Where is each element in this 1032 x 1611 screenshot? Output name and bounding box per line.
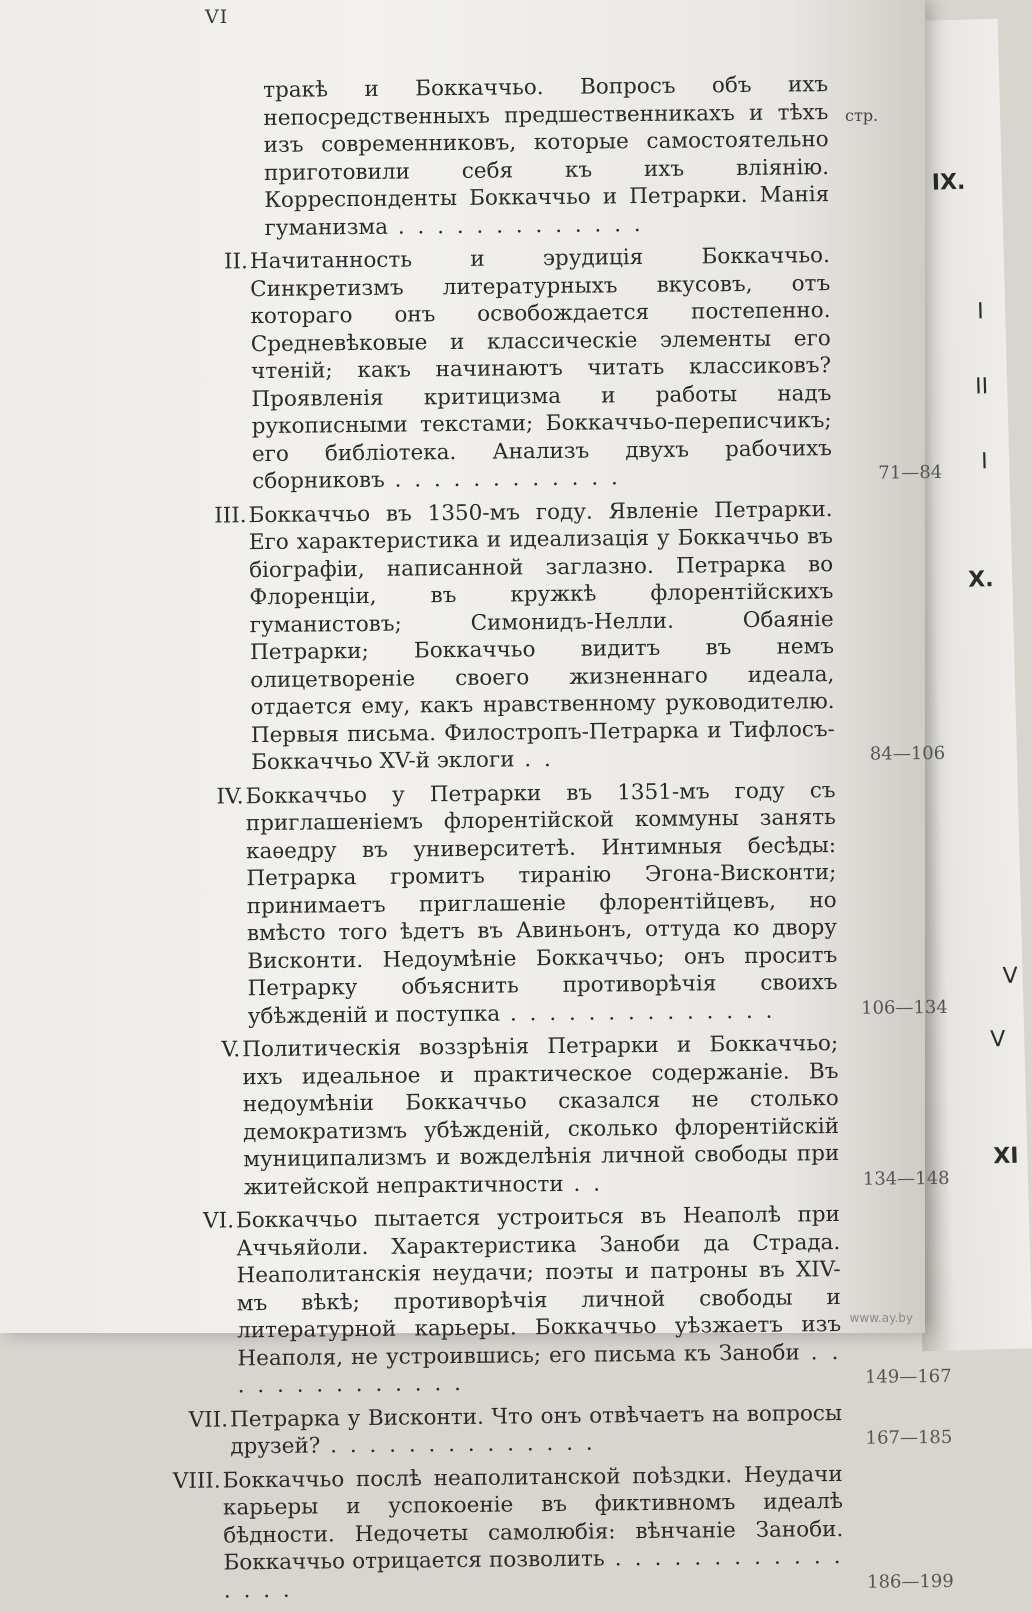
facing-page-numeral: V [989,1026,1006,1053]
toc-entry-numeral: V. [221,1037,241,1063]
toc-entry: II. 71—84 Начитанность и эрудицiя Боккаччьо. Синкретизмъ литературныхъ вкусовъ, отъ котораго онъ освобождается постепенно. Средневѣковые и классическiе элементы его чтенiй; какъ начинаютъ читать классиковъ? Проявленiя критицизма и работы надъ рукописными текстами; Боккаччьо-переписчикъ; его библiотека. Анализъ двухъ рабочихъ сборниковъ . . . . . . . . . . . . [250,242,833,496]
toc-entry: VIII. 186—199 Боккаччьо послѣ неаполитанской поѣздки. Неудачи карьеры и успокоенiе въ фиктивномъ идеалѣ бѣдности. Недочеты самолюбiя: вѣнчанiе Заноби. Боккаччьо отрицается позволить . . . . . . . . . . . . . . . . [223,1461,844,1605]
toc-entry: VI. 149—167 Боккаччьо пытается устроиться въ Неаполѣ при Аччьяйоли. Характеристика Заноби да Страда. Неаполитанскiя неудачи; поэты и патроны въ XIV-мъ вѣкѣ; противорѣчiя личной свободы и литературной карьеры. Боккаччьо уѣзжаетъ изъ Неаполя, не устроившись; его письма къ Заноби . . . . . . . . . . . . . . [236,1201,842,1400]
toc-entry: V. 134—148 Политическiя воззрѣнiя Петрарки и Боккаччьо; ихъ идеальное и практическое содержанiе. Въ недоумѣнiи Боккаччьо сказался не столько демократизмъ убѣжденiй, сколько флорентiйскiй муниципализмъ и вожделѣнiя личной свободы при житейской непрактичности . . [242,1030,840,1201]
toc-entry-text: Боккаччьо пытается устроиться въ Неаполѣ при Аччьяйоли. Характеристика Заноби да Страда. Неаполитанскiя неудачи; поэты и патроны въ XIV-мъ вѣкѣ; противорѣчiя личной свободы и литературной карьеры. Боккаччьо уѣзжаетъ изъ Неаполя, не устроившись; его письма къ Заноби [235,1202,842,1371]
toc-entry: III. 84—106 Боккаччьо въ 1350-мъ году. Явленiе Петрарки. Его характеристика и идеализацiя у Боккаччьо въ бiографiи, написанной заглазно. Петрарка во Флоренцiи, въ кружкѣ флорентiйскихъ гуманистовъ; Симонидъ-Нелли. Обаянiе Петрарки; Боккаччьо видитъ въ немъ олицетворенiе своего жизненнаго идеала, отдается ему, какъ нравственному руководителю. Первыя письма. Филостропъ-Петрарка и Тифлосъ-Боккаччьо XV-й эклоги . . [248,496,835,777]
toc-entry-pages: 84—106 [869,742,946,765]
toc-entry-pages: 186—199 [866,1570,954,1593]
watermark: www.ay.by [849,1311,913,1325]
toc-entry-pages: 106—134 [860,996,948,1019]
toc-entry: VII. 167—185 Петрарка у Висконти. Что онъ отвѣчаетъ на вопросы друзей? . . . . . . . . . . . . . . [230,1400,843,1461]
toc-entry-numeral: VII. [188,1406,229,1433]
toc-entry-text: Боккаччьо у Петрарки въ 1351-мъ году съ приглашенiемъ флорентiйской коммуны занять каѳедру въ университетѣ. Интимныя бесѣды: Петрарка громитъ тиранiю Эгона-Висконти; принимаетъ приглашенiе флорентiйцевъ, но вмѣсто того ѣдетъ въ Авиньонъ, оттуда ко двору Висконти. Недоумѣнiе Боккаччьо; онъ проситъ Петрарку объяснить противорѣчiя своихъ убѣжденiй и поступка [245,777,838,1029]
page-column-label: стр. [845,106,879,125]
toc-entry-text: тракѣ и Боккаччьо. Вопросъ объ ихъ непосредственныхъ предшественникахъ и тѣхъ изъ современниковъ, которые самостоятельно приготовили себя къ ихъ влiянiю. Корреспонденты Боккаччьо и Петрарки. Манiя гуманизма [263,72,830,241]
toc-entry-numeral: III. [214,502,247,529]
facing-page-numeral: XI [993,1143,1019,1170]
toc-entry: IV. 106—134 Боккаччьо у Петрарки въ 1351-мъ году съ приглашенiемъ флорентiйской коммуны занять каѳедру въ университетѣ. Интимныя бесѣды: Петрарка громитъ тиранiю Эгона-Висконти; принимаетъ приглашенiе флорентiйцевъ, но вмѣсто того ѣдетъ въ Авиньонъ, оттуда ко двору Висконти. Недоумѣнiе Боккаччьо; онъ проситъ Петрарку объяснить противорѣчiя своихъ убѣжденiй и поступка . . . . . . . . . . . . . . [245,777,838,1031]
facing-page-numeral: II [974,374,989,400]
facing-page-numeral: X. [967,567,994,593]
facing-page-numeral: I [976,299,985,325]
toc-entry-pages: 167—185 [865,1426,953,1449]
toc-entry-numeral: VIII. [172,1468,221,1494]
facing-page-numeral: I [980,449,988,475]
running-head: VI [205,6,229,28]
toc-entry-text: Боккаччьо въ 1350-мъ году. Явленiе Петрарки. Его характеристика и идеализацiя у Боккаччьо въ бiографiи, написанной заглазно. Петрарка во Флоренцiи, въ кружкѣ флорентiйскихъ гуманистовъ; Симонидъ-Нелли. Обаянiе Петрарки; Боккаччьо видитъ въ немъ олицетворенiе своего жизненнаго идеала, отдается ему, какъ нравственному руководителю. Первыя письма. Филостропъ-Петрарка и Тифлосъ-Боккаччьо XV-й эклоги [248,496,835,776]
toc-entry-numeral: VI. [202,1208,235,1234]
facing-page-numeral: IX. [931,169,966,196]
toc-entry-pages: 71—84 [878,461,943,484]
toc-entry-text: Начитанность и эрудицiя Боккаччьо. Синкретизмъ литературныхъ вкусовъ, отъ котораго онъ освобождается постепенно. Средневѣковые и классическiе элементы его чтенiй; какъ начинаютъ читать классиковъ? Проявленiя критицизма и работы надъ рукописными текстами; Боккаччьо-переписчикъ; его библiотека. Анализъ двухъ рабочихъ сборниковъ [249,243,833,495]
toc-entry-numeral: II. [223,249,249,275]
facing-page-numeral: V [1002,963,1019,989]
toc-entry-text: Петрарка у Висконти. Что онъ отвѣчаетъ на вопросы друзей? [229,1400,843,1460]
toc-entry-pages: 149—167 [864,1365,952,1388]
toc-entry-pages: 134—148 [862,1167,950,1190]
toc-entry: тракѣ и Боккаччьо. Вопросъ объ ихъ непосредственныхъ предшественникахъ и тѣхъ изъ современниковъ, которые самостоятельно приготовили себя къ ихъ влiянiю. Корреспонденты Боккаччьо и Петрарки. Манiя гуманизма . . . . . . . . . . . . . [263,72,830,241]
toc-entry-text: Боккаччьо послѣ неаполитанской поѣздки. Неудачи карьеры и успокоенiе въ фиктивномъ идеалѣ бѣдности. Недочеты самолюбiя: вѣнчанiе Заноби. Боккаччьо отрицается позволить [222,1461,844,1576]
toc-entry-numeral: IV. [216,783,244,810]
toc-entry-text: Политическiя воззрѣнiя Петрарки и Боккаччьо; ихъ идеальное и практическое содержанiе. Въ недоумѣнiи Боккаччьо сказался не столько демократизмъ убѣжденiй, сколько флорентiйскiй муниципализмъ и вожделѣнiя личной свободы при житейской непрактичности [242,1031,840,1200]
